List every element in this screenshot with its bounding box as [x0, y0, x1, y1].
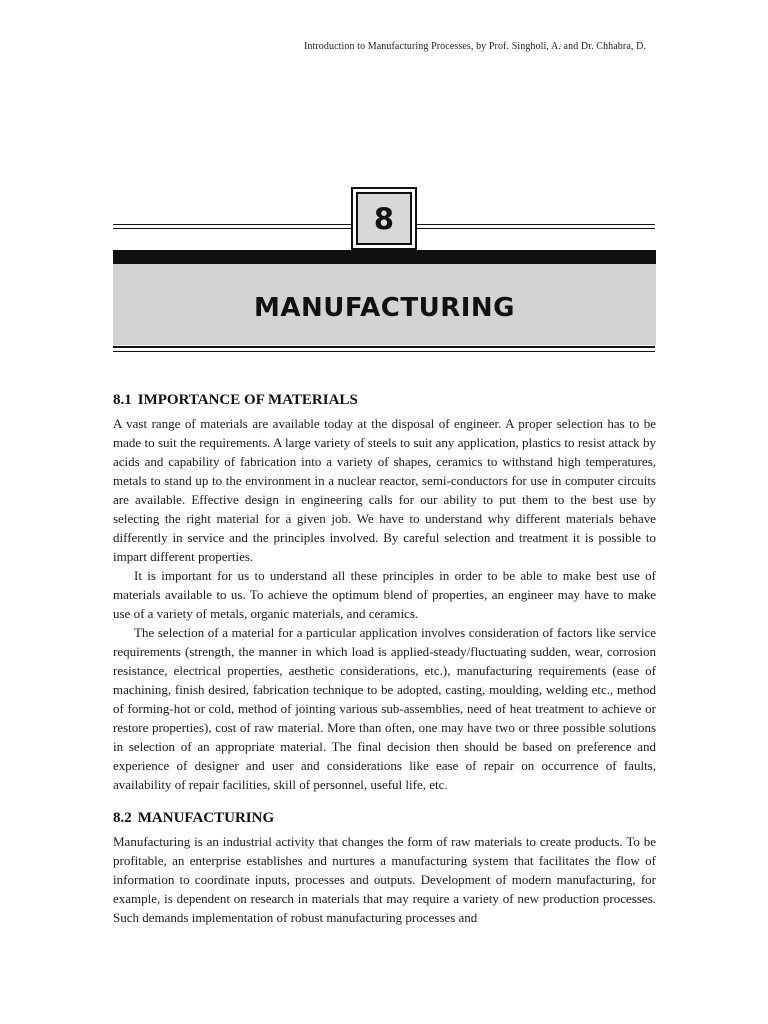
chapter-title-band — [113, 264, 656, 345]
banner-black-band — [113, 250, 656, 264]
paragraph: The selection of a material for a particular application involves consideration of factors like service requirements (strength, the manner in which load is applied-steady/fluctuating sudden, wear, corrosion resistance, electrical properties, aesthetic considerations, etc.), manufacturing requirements (ease of machining, finish desired, fabrication technique to be adopted, casting, moulding, welding etc., method of forming-hot or cold, method of jointing various sub-assemblies, need of heat treatment to achieve or restore properties), cost of raw material. More than often, one may have two or three possible solutions in selection of an appropriate material. The final decision then should be based on preference and experience of designer and user and considerations like ease of repair on occurrence of faults, availability of repair facilities, skill of personnel, useful life, etc. — [113, 625, 656, 792]
section-8-2 — [113, 810, 656, 927]
chapter-number-box — [351, 187, 417, 250]
paragraph: A vast range of materials are available today at the disposal of engineer. A proper selection has to be made to suit the requirements. A large variety of steels to suit any application, plastics to resist attack by acids and capability of fabrication into a variety of shapes, ceramics to withstand high temperatures, metals to stand up to the environment in a nuclear reactor, semi-conductors for use in computer circuits are available. Effective design in engineering calls for our ability to put them to the best use by selecting the right material for a given job. We have to understand why different materials behave differently in service and the principles involved. By careful selection and treatment it is possible to impart different properties. — [113, 416, 656, 564]
section-heading — [113, 810, 656, 827]
running-header: Introduction to Manufacturing Processes, by Prof. Singholi, A. and Dr. Chhabra, D. — [303, 41, 646, 52]
paragraph: It is important for us to understand all these principles in order to be able to make best use of materials available to us. To achieve the optimum blend of properties, an engineer may have to make use of a variety of metals, organic materials, and ceramics. — [113, 568, 656, 621]
paragraph: Manufacturing is an industrial activity that changes the form of raw materials to create products. To be profitable, an enterprise establishes and nurtures a manufacturing system that facilitates the flow of information to coordinate inputs, processes and outputs. Development of modern manufacturing, for example, is dependent on research in materials that may require a variety of new production processes. Such demands implementation of robust manufacturing processes and — [113, 834, 656, 925]
banner-bottom-rule-1 — [113, 346, 655, 348]
section-number: 8.2 — [113, 810, 132, 826]
section-title: MANUFACTURING — [137, 810, 275, 826]
chapter-title: MANUFACTURING — [254, 292, 515, 323]
chapter-number: 8 — [356, 192, 412, 245]
page-body — [113, 392, 656, 927]
section-title: IMPORTANCE OF MATERIALS — [137, 392, 358, 408]
banner-bottom-rule-2 — [113, 351, 655, 352]
section-number: 8.1 — [113, 392, 132, 408]
section-heading — [113, 392, 656, 409]
section-8-1 — [113, 392, 656, 794]
